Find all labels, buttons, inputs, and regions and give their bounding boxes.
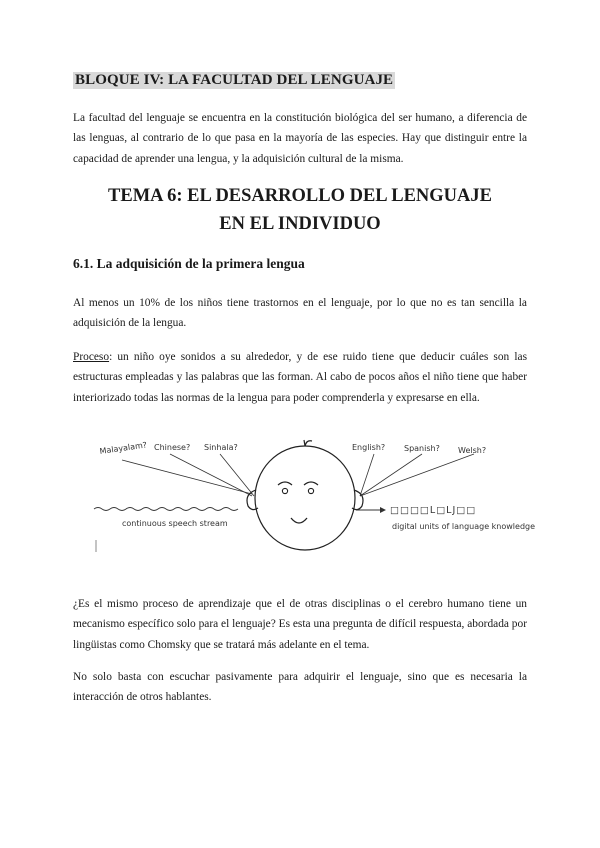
hair-tuft	[305, 441, 312, 446]
left-eyebrow	[278, 482, 292, 485]
tema-title-line-2: EN EL INDIVIDUO	[219, 214, 381, 234]
input-caption: continuous speech stream	[122, 519, 228, 528]
proceso-text: : un niño oye sonidos a su alrededor, y de ese ruido tiene que deducir cuáles son las estructuras empleadas y las palabras que las forman. Al cabo de pocos años el niño tiene que haber interiorizado todas las normas de la lengua para poder comprenderla y expresarse en ella.	[73, 351, 527, 404]
tema-title-line-1: TEMA 6: EL DESARROLLO DEL LENGUAJE	[108, 186, 492, 206]
paragraph-proceso	[73, 347, 527, 408]
left-eye	[282, 488, 287, 493]
section-heading: 6.1. La adquisición de la primera lengua	[73, 256, 305, 271]
paragraph-disorders: Al menos un 10% de los niños tiene trastornos en el lenguaje, por lo que no es tan sencilla la adquisición de la lengua.	[73, 297, 527, 330]
language-acquisition-figure	[92, 430, 536, 560]
mouth	[291, 518, 307, 523]
proceso-label: Proceso	[73, 351, 110, 363]
label-sinhala: Sinhala?	[204, 443, 238, 452]
label-malayalam: Malayalam?	[99, 440, 148, 456]
output-units: □□□□L□LJ□□	[390, 505, 477, 516]
arrow-head	[380, 507, 386, 513]
right-eye	[308, 488, 313, 493]
label-english: English?	[352, 443, 386, 452]
label-welsh: Welsh?	[458, 446, 487, 455]
paragraph-interaction: No solo basta con escuchar pasivamente para adquirir el lenguaje, sino que es necesaria la interacción de otros hablantes.	[73, 671, 527, 704]
label-spanish: Spanish?	[404, 444, 440, 453]
right-eyebrow	[304, 482, 318, 485]
paragraph-question: ¿Es el mismo proceso de aprendizaje que el de otras disciplinas o el cerebro humano tiene un mecanismo específico solo para el lenguaje? Es esta una pregunta de difícil respuesta, abordada por lingüistas como Chomsky que se tratará más adelante en el tema.	[73, 598, 527, 651]
speech-stream-wave	[94, 508, 238, 511]
output-caption: digital units of language knowledge	[392, 522, 536, 531]
child-head	[255, 446, 355, 550]
tema-title	[60, 182, 540, 238]
block-title: BLOQUE IV: LA FACULTAD DEL LENGUAJE	[75, 72, 394, 88]
label-chinese: Chinese?	[154, 443, 191, 452]
intro-paragraph: La facultad del lenguaje se encuentra en la constitución biológica del ser humano, a diferencia de las lenguas, al contrario de lo que pasa en la mayoría de las especies. Hay que distinguir entre la capacidad de aprender una lengua, y la adquisición cultural de la misma.	[73, 112, 527, 165]
